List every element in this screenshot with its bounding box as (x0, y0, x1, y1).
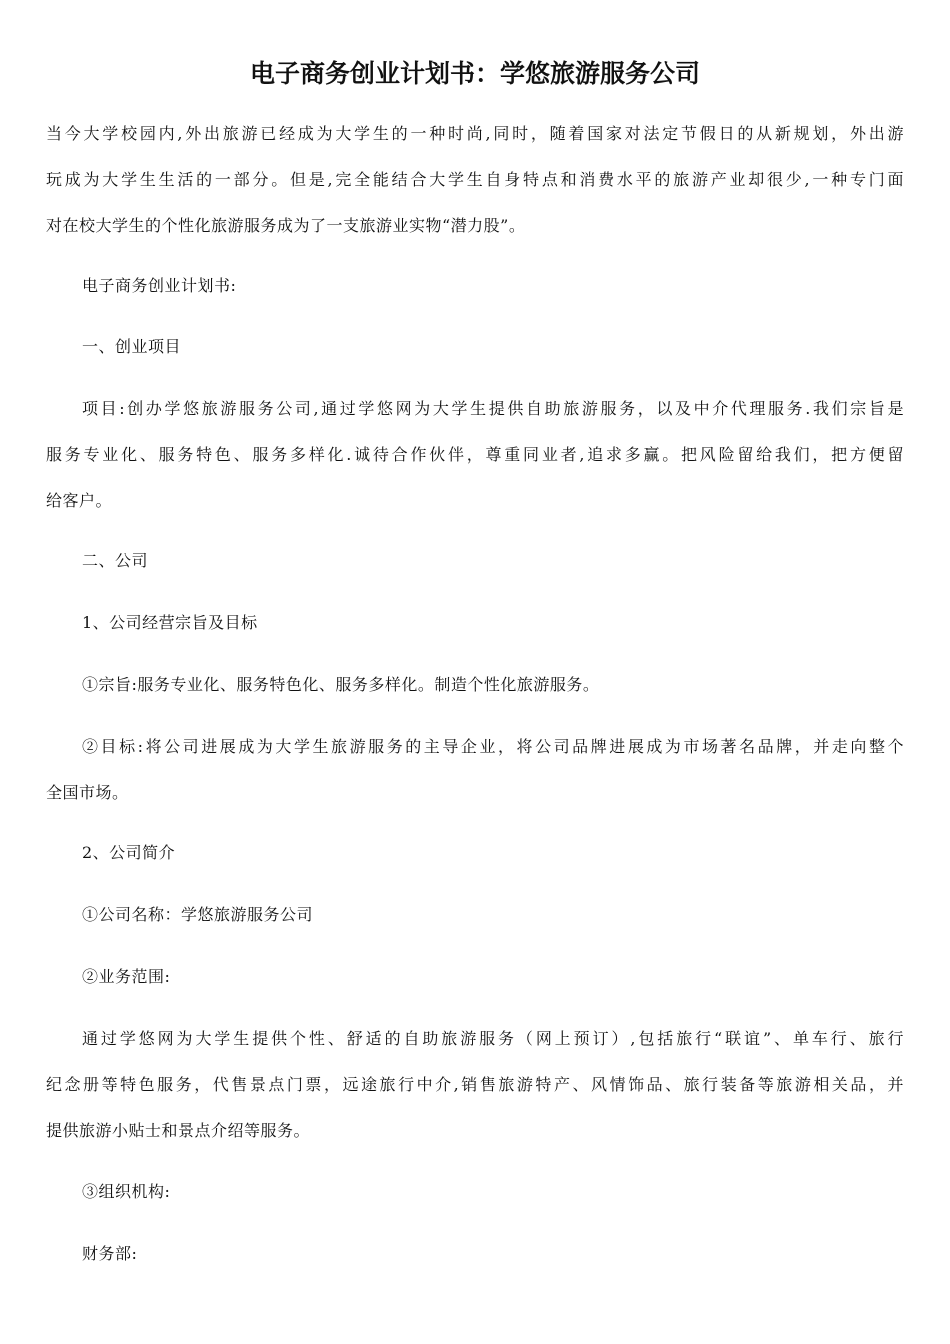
intro-line: 对在校大学生的个性化旅游服务成为了一支旅游业实物“潜力股”。 (46, 216, 526, 235)
scope-line: 提供旅游小贴士和景点介绍等服务。 (46, 1121, 311, 1140)
intro-paragraph (46, 119, 904, 241)
subsection-heading-profile: 2、公司简介 (82, 843, 176, 862)
goal-paragraph (46, 732, 904, 808)
intro-line: 玩成为大学生生活的一部分。但是,完全能结合大学生自身特点和消费水平的旅游产业却很少,一种专门面 (46, 170, 904, 189)
org-heading: ③组织机构: (82, 1182, 171, 1201)
plan-heading: 电子商务创业计划书: (82, 276, 237, 295)
company-name-text: ①公司名称：学悠旅游服务公司 (82, 905, 314, 924)
subsection-heading-tenet: 1、公司经营宗旨及目标 (82, 613, 258, 632)
goal-line: ②目标:将公司进展成为大学生旅游服务的主导企业，将公司品牌进展成为市场著名品牌，并走向整个 (82, 737, 904, 756)
tenet-text: ①宗旨:服务专业化、服务特色化、服务多样化。制造个性化旅游服务。 (82, 675, 600, 694)
project-line: 项目:创办学悠旅游服务公司,通过学悠网为大学生提供自助旅游服务，以及中介代理服务.我们宗旨是 (82, 399, 904, 418)
scope-paragraph (46, 1024, 904, 1146)
document-title: 电子商务创业计划书：学悠旅游服务公司 (249, 59, 700, 88)
business-scope-heading: ②业务范围: (82, 967, 171, 986)
goal-line: 全国市场。 (46, 783, 129, 802)
intro-line: 当今大学校园内,外出旅游已经成为大学生的一种时尚,同时，随着国家对法定节假日的从新规划，外出游 (46, 124, 904, 143)
scope-line: 通过学悠网为大学生提供个性、舒适的自助旅游服务（网上预订）,包括旅行“联谊”、单车行、旅行 (82, 1029, 904, 1048)
project-line: 服务专业化、服务特色、服务多样化.诚待合作伙伴，尊重同业者,追求多赢。把风险留给我们，把方便留 (46, 445, 904, 464)
section-heading-company: 二、公司 (82, 551, 149, 570)
scope-line: 纪念册等特色服务，代售景点门票，远途旅行中介,销售旅游特产、风情饰品、旅行装备等旅游相关品，并 (46, 1075, 904, 1094)
finance-dept-text: 财务部: (82, 1244, 138, 1263)
project-paragraph (46, 394, 904, 516)
project-line: 给客户。 (46, 491, 113, 510)
section-heading-project: 一、创业项目 (82, 337, 182, 356)
